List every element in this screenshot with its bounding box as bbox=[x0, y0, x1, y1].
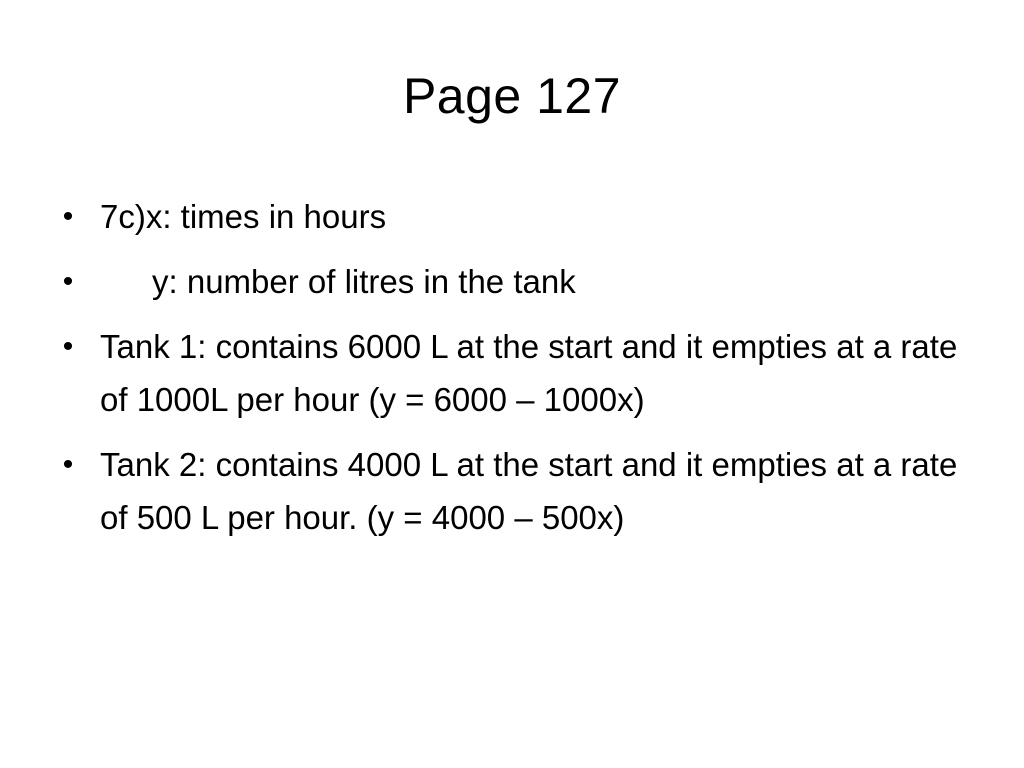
bullet-text: Tank 2: contains 4000 L at the start and it empties at a rate of 500 L per hour. (y = 4000 – 500x) bbox=[100, 446, 958, 536]
bullet-item bbox=[58, 190, 978, 243]
bullet-text: 7c)x: times in hours bbox=[100, 198, 387, 235]
bullet-list bbox=[58, 190, 978, 556]
bullet-text: Tank 1: contains 6000 L at the start and it empties at a rate of 1000L per hour (y = 6000 – 1000x) bbox=[100, 328, 958, 418]
bullet-item bbox=[58, 320, 978, 426]
bullet-text: y: number of litres in the tank bbox=[152, 263, 576, 300]
slide-title: Page 127 bbox=[402, 68, 622, 124]
bullet-icon: • bbox=[62, 448, 74, 481]
bullet-icon: • bbox=[62, 200, 74, 233]
bullet-item bbox=[58, 438, 978, 544]
bullet-icon: • bbox=[62, 265, 74, 298]
bullet-item bbox=[58, 255, 978, 308]
bullet-icon: • bbox=[62, 330, 74, 363]
